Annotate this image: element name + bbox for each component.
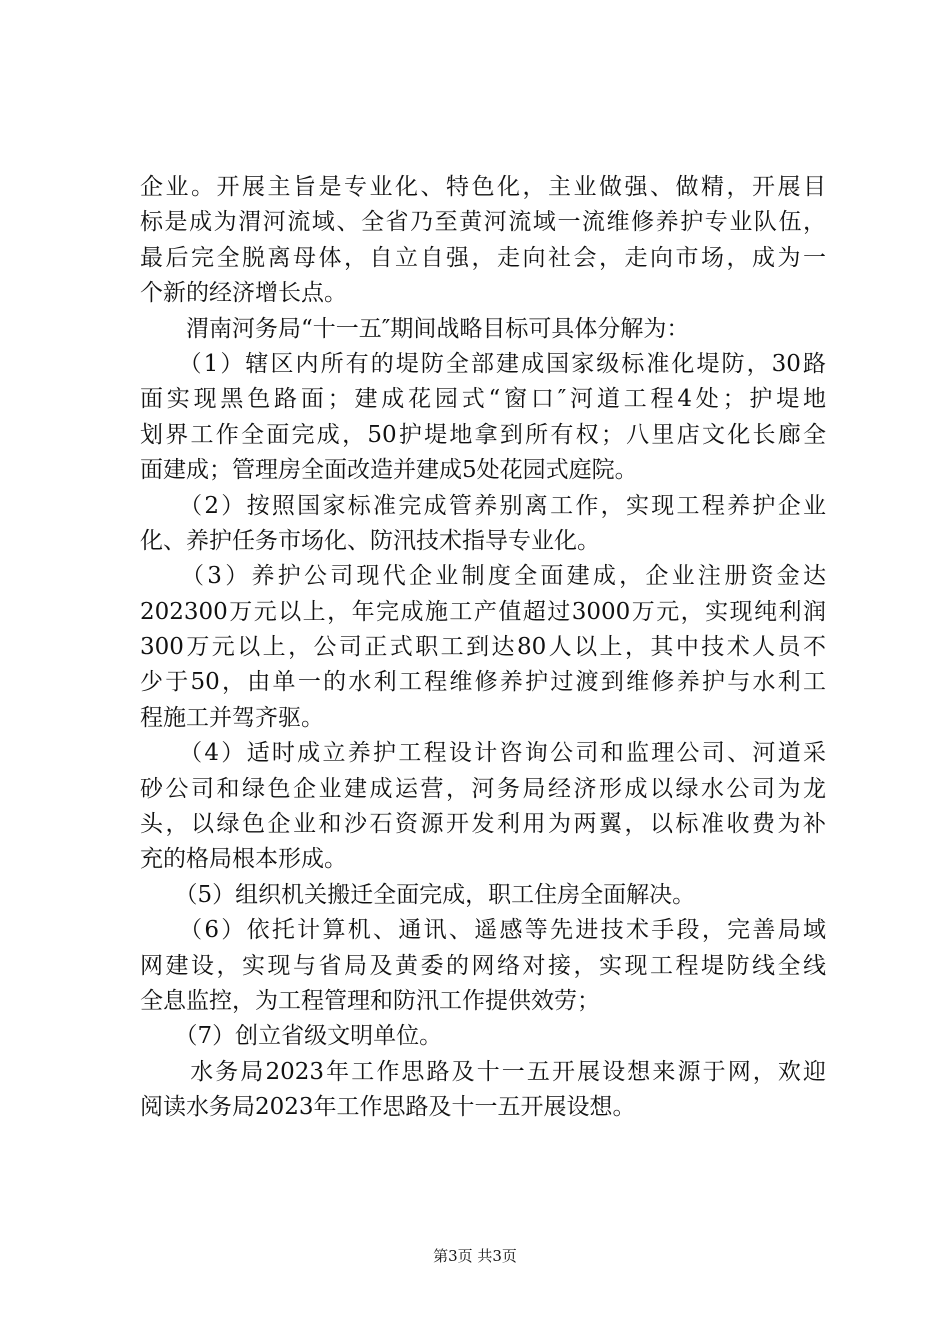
text-line: 最后完全脱离母体，自立自强，走向社会，走向市场，成为一 [140,244,826,271]
text-line: 面实现黑色路面；建成花园式“窗口″河道工程4处；护堤地 [140,386,826,413]
text-line: 全息监控，为工程管理和防汛工作提供效劳； [140,987,600,1014]
text-line: 个新的经济增长点。 [140,280,347,307]
text-line: 充的格局根本形成。 [140,846,347,873]
text-line: （4）适时成立养护工程设计咨询公司和监理公司、河道采 [140,740,826,767]
text-line: 少于50，由单一的水利工程维修养护过渡到维修养护与水利工 [140,669,826,696]
text-line: 渭南河务局“十一五″期间战略目标可具体分解为： [140,315,690,342]
text-line: （6）依托计算机、通讯、遥感等先进技术手段，完善局域 [140,917,826,944]
text-line: （3）养护公司现代企业制度全面建成，企业注册资金达 [140,563,826,590]
text-line: 水务局2023年工作思路及十一五开展设想来源于网，欢迎 [140,1058,826,1085]
text-line: 300万元以上，公司正式职工到达80人以上，其中技术人员不 [140,634,826,661]
text-line: （1）辖区内所有的堤防全部建成国家级标准化堤防，30路 [140,350,826,377]
text-line: 阅读水务局2023年工作思路及十一五开展设想。 [140,1094,636,1121]
text-line: 程施工并驾齐驱。 [140,704,324,731]
text-line: 企业。开展主旨是专业化、特色化，主业做强、做精，开展目 [140,174,826,200]
text-line: （7）创立省级文明单位。 [140,1023,443,1050]
text-line: （5）组织机关搬迁全面完成，职工住房全面解决。 [140,881,696,908]
page-footer: 第3页 共3页 [433,1247,517,1265]
text-line: 砂公司和绿色企业建成运营，河务局经济形成以绿水公司为龙 [140,775,826,802]
text-line: 划界工作全面完成，50护堤地拿到所有权；八里店文化长廊全 [140,421,826,448]
text-line: 网建设，实现与省局及黄委的网络对接，实现工程堤防线全线 [140,952,826,979]
document-body [140,170,826,1126]
text-line: 头，以绿色企业和沙石资源开发利用为两翼，以标准收费为补 [140,811,826,838]
text-line: 标是成为渭河流域、全省乃至黄河流域一流维修养护专业队伍， [140,209,826,236]
text-line: （2）按照国家标准完成管养别离工作，实现工程养护企业 [140,492,826,519]
text-line: 202300万元以上，年完成施工产值超过3000万元，实现纯利润 [140,598,826,625]
text-line: 化、养护任务市场化、防汛技术指导专业化。 [140,527,600,554]
text-line: 面建成；管理房全面改造并建成5处花园式庭院。 [140,457,638,484]
